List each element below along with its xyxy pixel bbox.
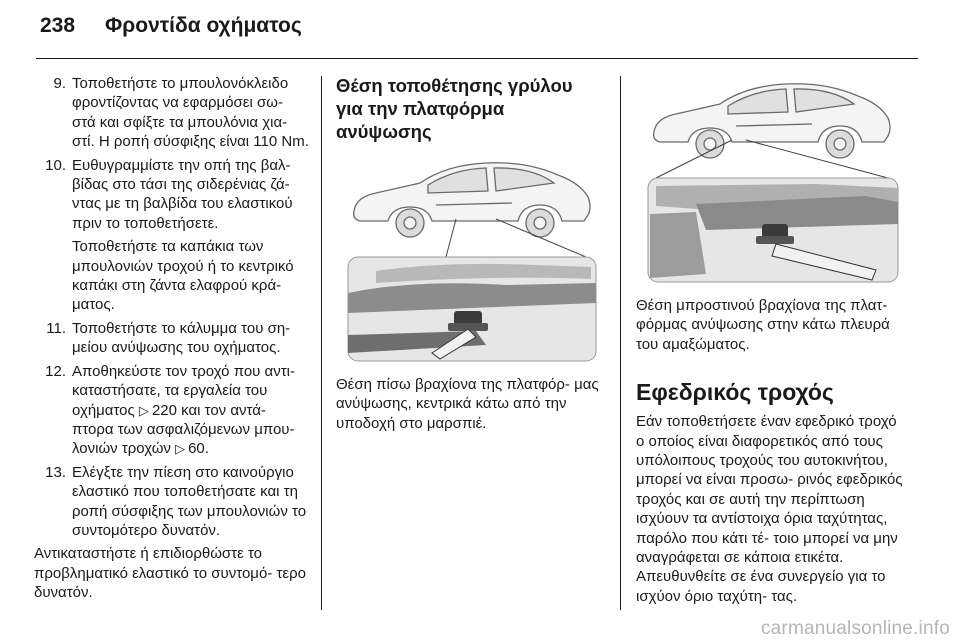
column-1 [34,74,310,603]
section-heading: Θέση τοποθέτησης γρύλου για την πλατφόρμα ανύψωσης [336,75,573,142]
triangle-right-icon: ▷ [138,402,149,418]
triangle-right-icon: ▷ [175,441,186,457]
step-number: 12. [45,362,66,380]
header-divider [36,58,918,59]
step-number: 11. [46,319,66,337]
step-text: Ευθυγραμμίστε την οπή της βαλ- βίδας στο τάσι της σιδερένιας ζά- ντας με τη βαλβίδα του ελαστικού πριν το τοποθετήσετε. [72,156,293,232]
page-number: 238 [40,14,76,37]
page-reference-link[interactable]: 60. [188,440,209,458]
body-text: Εάν τοποθετήσετε έναν εφεδρικό τροχό ο οποίος είναι διαφορετικός από τους υπόλοιπους τροχούς του αυτοκινήτου, μπορεί να είναι προσω- ρινός εφεδρικός τροχός και σε αυτή την περίπτωση ισχύουν τα αντίστοιχα όρια ταχύτητας, παρόλο που κάτι τέ- τοιο μπορεί να μην αναγράφεται σε κάποια ετικέτα. Απευθυνθείτε σε ένα συνεργείο για το ισχύον όριο ταχύτη- τας. [636,413,903,605]
step-number: 10. [45,156,66,174]
figure-caption: Θέση μπροστινού βραχίονα της πλατ- φόρμας ανύψωσης στην κάτω πλευρά του αμαξώματος. [636,297,890,353]
column-3 [636,74,908,606]
column-divider-2 [620,76,621,610]
front-lift-point-illustration [636,74,908,286]
step-13 [34,463,310,541]
step-number: 13. [45,463,66,481]
step-10 [34,156,310,315]
column-2 [336,74,604,433]
watermark: carmanualsonline.info [760,618,950,639]
section-heading: Εφεδρικός τροχός [636,379,834,406]
step-11 [34,319,310,358]
step-text: Τοποθετήστε το κάλυμμα του ση- μείου ανύψωσης του οχήματος. [72,319,291,357]
step-9 [34,74,310,152]
page-header [40,14,302,50]
step-12 [34,362,310,459]
column-divider-1 [321,76,322,610]
step-number: 9. [53,75,66,92]
chapter-title: Φροντίδα οχήματος [105,14,302,37]
step-text: Τοποθετήστε το μπουλονόκλειδο φροντίζοντας να εφαρμόσει σω- στά και σφίξτε τα μπουλόνια χια- στί. Η ροπή σύσφιξης είναι 110 Nm. [72,75,309,151]
step-text: Αποθηκεύστε τον τροχό που αντι- καταστήσατε, τα εργαλεία του οχήματος ▷ 220 και τον αντά- πτορα των ασφαλιζόμενων μπου- λονιών τροχών ▷ 60. [72,362,295,458]
closing-paragraph: Αντικαταστήστε ή επιδιορθώστε το προβληματικό ελαστικό το συντομό- τερο δυνατόν. [34,545,306,602]
rear-lift-point-illustration [336,153,604,365]
step-text: Ελέγξτε την πίεση στο καινούργιο ελαστικό που τοποθετήσατε και τη ροπή σύσφιξης των μπουλονιών το συντομότερο δυνατόν. [72,463,307,539]
page-reference-link[interactable]: 220 [151,401,177,419]
figure-caption: Θέση πίσω βραχίονα της πλατφόρ- μας ανύψωσης, κεντρικά κάτω από την υποδοχή στο μαρσπιέ. [336,376,599,432]
step-text: Τοποθετήστε τα καπάκια των μπουλονιών τροχού ή το κεντρικό καπάκι στη ζάντα ελαφρού κρά- ματος. [72,238,294,314]
